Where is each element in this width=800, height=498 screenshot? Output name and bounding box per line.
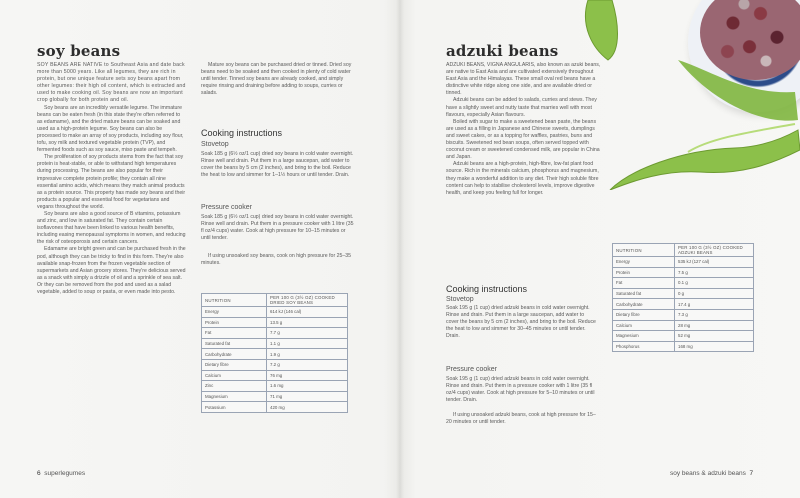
pressure-cooker-heading: Pressure cooker bbox=[201, 204, 252, 211]
soy-beans-column-1 bbox=[37, 62, 187, 296]
table-cell: 614 kJ (146 cal) bbox=[267, 307, 348, 318]
table-cell: Magnesium bbox=[202, 391, 267, 402]
table-cell: Fat bbox=[613, 278, 675, 289]
table-cell: Potassium bbox=[202, 402, 267, 413]
right-page-footer bbox=[670, 470, 753, 477]
cooking-instructions-heading: Cooking instructions bbox=[446, 284, 528, 294]
table-row bbox=[202, 328, 348, 339]
section-label: superlegumes bbox=[44, 470, 86, 477]
table-row bbox=[613, 278, 754, 289]
pressure-cooker-heading: Pressure cooker bbox=[446, 366, 497, 373]
section-label: soy beans & adzuki beans bbox=[670, 470, 746, 477]
intro-paragraph: SOY BEANS ARE NATIVE to Southeast Asia and date back more than 5000 years. Like all legumes, they are rich in protein, but one unique feature sets soy beans apart from other legumes: their high oil content, which is extracted and used to make cooking oil. Soy beans are now an important crop globally for both protein and oil. bbox=[37, 62, 186, 104]
table-cell: Calcium bbox=[202, 370, 267, 381]
table-row bbox=[613, 309, 754, 320]
soy-beans-nutrition-table bbox=[201, 293, 348, 413]
body-paragraph: Edamame are bright green and can be purchased fresh in the pod, although they can be tricky to find in this form. They're also available snap-frozen from the frozen vegetable section of supermarkets and Asian grocery stores. They're delicious served as a snack with simply a drizzle of oil and a sprinkle of sea salt. Or they can be removed from the pod and used as a salad vegetable, added to soup or pasta, or even made into pesto. bbox=[37, 246, 186, 295]
page-number: 6 bbox=[37, 470, 41, 477]
intro-paragraph: ADZUKI BEANS, VIGNA ANGULARIS, also known as azuki beans, are native to East Asia and are cultivated extensively throughout East Asia and the Himalayas. These small oval red beans have a distinctive white ridge along one side, and are available dried or tinned. bbox=[446, 62, 601, 97]
body-paragraph: Adzuki beans are a high-protein, high-fibre, low-fat plant food source. Rich in the minerals calcium, phosphorus and magnesium, they make a wonderful addition to any diet. Their high soluble fibre content can help to stabilise cholesterol levels, improve digestive health, and keep you feeling full for longer. bbox=[446, 161, 599, 196]
table-row bbox=[202, 359, 348, 370]
table-header-cell: NUTRITION bbox=[613, 244, 675, 257]
body-paragraph: Mature soy beans can be purchased dried or tinned. Dried soy beans need to be soaked and then cooked in plenty of cold water until tender. Tinned soy beans are already cooked, and simply require rinsing and draining before adding to soups, curries or salads. bbox=[201, 62, 352, 97]
table-row bbox=[202, 391, 348, 402]
table-cell: 7.7 g bbox=[267, 328, 348, 339]
adzuki-beans-nutrition-table bbox=[612, 243, 754, 352]
stovetop-text: Soak 195 g (1 cup) dried adzuki beans in cold water overnight. Rinse and drain. Put them in a large saucepan, add water to cover the beans by 5 cm (2 inches), and bring to the boil. Reduce the heat to low and simmer for 30–45 minutes or until tender. Drain. bbox=[446, 305, 596, 340]
page-number: 7 bbox=[749, 470, 754, 477]
stovetop-heading: Stovetop bbox=[446, 296, 474, 303]
table-row bbox=[202, 370, 348, 381]
table-cell: 0 g bbox=[675, 288, 754, 299]
table-cell: 1.9 g bbox=[267, 349, 348, 360]
body-paragraph: Adzuki beans can be added to salads, curries and stews. They have a slightly sweet and nutty taste that marries well with most flavours, especially Asian flavours. bbox=[446, 97, 597, 118]
table-cell: Carbohydrate bbox=[613, 299, 675, 310]
table-row bbox=[202, 349, 348, 360]
page-title-soy-beans: soy beans bbox=[37, 42, 121, 60]
table-cell: Magnesium bbox=[613, 331, 675, 342]
table-cell: Saturated fat bbox=[613, 288, 675, 299]
table-row bbox=[613, 257, 754, 268]
unsoaked-text: If using unsoaked adzuki beans, cook at high pressure for 15–20 minutes or until tender. bbox=[446, 412, 596, 426]
table-cell: Zinc bbox=[202, 381, 267, 392]
table-cell: Carbohydrate bbox=[202, 349, 267, 360]
body-paragraph: Boiled with sugar to make a sweetened bean paste, the beans are used as a filling in Japanese and Chinese sweets, dumplings and sweet cakes, or as a topping for waffles, pastries, buns and biscuits. Sweetened red bean soups, often served topped with coconut cream or sweetened condensed milk, are popular in China and Japan. bbox=[446, 118, 600, 161]
table-cell: Fat bbox=[202, 328, 267, 339]
table-cell: 1.6 mg bbox=[267, 381, 348, 392]
snow-pea-image bbox=[570, 0, 800, 190]
cooking-instructions-heading: Cooking instructions bbox=[201, 128, 283, 138]
table-row bbox=[613, 331, 754, 342]
table-row bbox=[613, 299, 754, 310]
table-cell: Phosphorus bbox=[613, 341, 675, 352]
table-cell: 7.2 g bbox=[267, 359, 348, 370]
table-header-row bbox=[613, 244, 754, 257]
table-header-cell: PER 100 G (3½ OZ) COOKED ADZUKI BEANS bbox=[675, 244, 754, 257]
table-cell: 7.5 g bbox=[675, 267, 754, 278]
left-page-footer bbox=[37, 470, 85, 477]
table-row bbox=[613, 320, 754, 331]
table-cell: 0.1 g bbox=[675, 278, 754, 289]
table-row bbox=[202, 338, 348, 349]
pressure-cooker-text: Soak 185 g (6½ oz/1 cup) dried soy beans in cold water overnight. Rinse well and drain. Put them in a pressure cooker with 1 litre (35 fl oz/4 cups) water. Cook at high pressure for 10–15 minutes or until tender. bbox=[201, 214, 354, 242]
pressure-cooker-text: Soak 195 g (1 cup) dried adzuki beans in cold water overnight. Rinse and drain. Put them in a pressure cooker with 1 litre (35 fl oz/4 cups) water. Cook at high pressure for 5–10 minutes or until tender. Drain. bbox=[446, 376, 595, 404]
body-paragraph: The proliferation of soy products stems from the fact that soy protein is heat-stable, or able to withstand high temperatures during processing. The beans are also popular for their impressive complete protein profile; they contain all nine essential amino acids, which means they match animal products as a protein source. This property has made soy beans and their products a popular and essential food for vegetarians and vegans throughout the world. bbox=[37, 154, 186, 210]
table-cell: 76 mg bbox=[267, 370, 348, 381]
table-cell: 28 mg bbox=[675, 320, 754, 331]
table-cell: 17.4 g bbox=[675, 299, 754, 310]
table-cell: 535 kJ (127 cal) bbox=[675, 257, 754, 268]
table-cell: 52 mg bbox=[675, 331, 754, 342]
table-cell: 420 mg bbox=[267, 402, 348, 413]
table-cell: 13.5 g bbox=[267, 317, 348, 328]
page-gutter bbox=[396, 0, 404, 498]
table-cell: Dietary fibre bbox=[202, 359, 267, 370]
table-cell: Protein bbox=[202, 317, 267, 328]
adzuki-beans-column-1 bbox=[446, 62, 602, 197]
table-cell: Protein bbox=[613, 267, 675, 278]
table-row bbox=[202, 402, 348, 413]
table-cell: Dietary fibre bbox=[613, 309, 675, 320]
table-cell: Saturated fat bbox=[202, 338, 267, 349]
body-paragraph: Soy beans are also a good source of B vitamins, potassium and zinc, and low in saturated fat. They contain certain isoflavones that have been linked to various health benefits, including easing menopausal symptoms in women, and reducing the risk of osteoporosis and certain cancers. bbox=[37, 210, 186, 246]
unsoaked-text: If using unsoaked soy beans, cook on high pressure for 25–35 minutes. bbox=[201, 253, 352, 267]
body-paragraph: Soy beans are an incredibly versatile legume. The immature beans can be eaten fresh (in this state they're often referred to as edamame), and the dried mature beans can be soaked and used as a high-protein legume. Soy beans can also be processed to make an array of soy products, including soy flour, tofu, soy milk and textured vegetable protein (TVP), and fermented foods such as soy sauce, miso paste and tempeh. bbox=[37, 104, 184, 154]
table-cell: Calcium bbox=[613, 320, 675, 331]
table-cell: 1.1 g bbox=[267, 338, 348, 349]
table-cell: 7.3 g bbox=[675, 309, 754, 320]
table-row bbox=[613, 288, 754, 299]
table-row bbox=[202, 381, 348, 392]
table-header-cell: PER 100 G (3½ OZ) COOKED DRIED SOY BEANS bbox=[267, 294, 348, 307]
table-cell: 168 mg bbox=[675, 341, 754, 352]
stovetop-text: Soak 185 g (6½ oz/1 cup) dried soy beans in cold water overnight. Rinse well and drain. Put them in a large saucepan, add water to cover the beans by 5 cm (2 inches), and bring to the boil. Reduce the heat to low and simmer for 1–1½ hours or until tender. Drain. bbox=[201, 151, 354, 179]
table-row bbox=[613, 341, 754, 352]
soy-beans-column-2 bbox=[201, 62, 356, 97]
table-cell: 71 mg bbox=[267, 391, 348, 402]
table-row bbox=[202, 307, 348, 318]
table-row bbox=[202, 317, 348, 328]
table-row bbox=[613, 267, 754, 278]
page-title-adzuki-beans: adzuki beans bbox=[446, 42, 559, 60]
table-cell: Energy bbox=[202, 307, 267, 318]
table-cell: Energy bbox=[613, 257, 675, 268]
stovetop-heading: Stovetop bbox=[201, 141, 229, 148]
table-header-row bbox=[202, 294, 348, 307]
table-header-cell: NUTRITION bbox=[202, 294, 267, 307]
